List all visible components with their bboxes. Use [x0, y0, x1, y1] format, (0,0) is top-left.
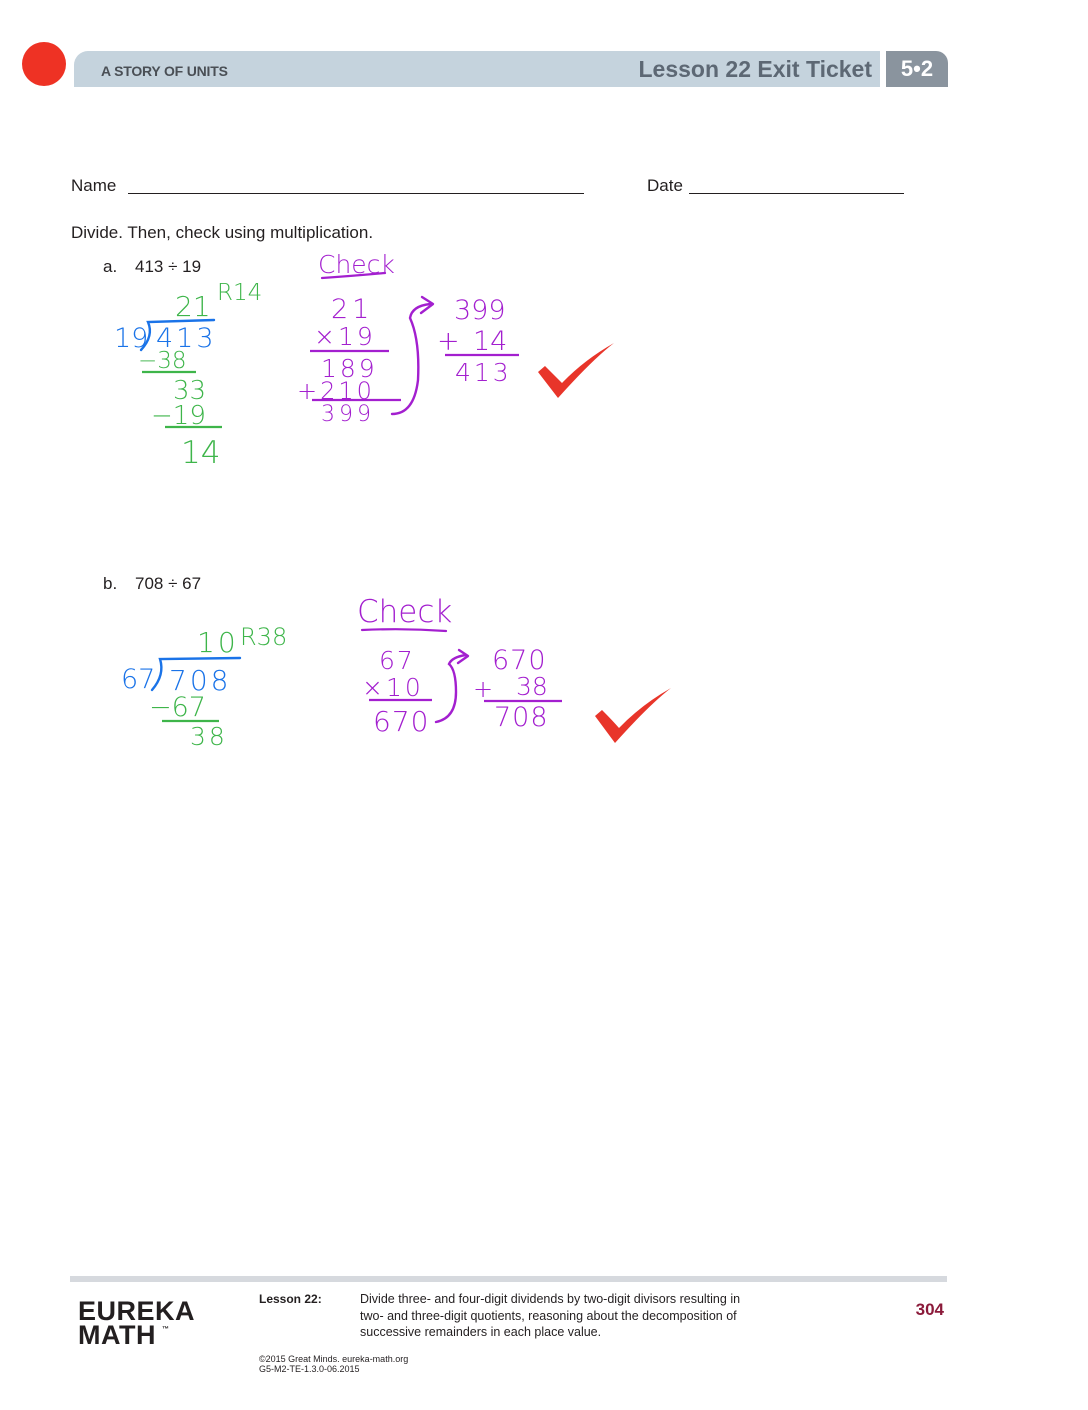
footer-description-line: successive remainders in each place value. — [360, 1325, 602, 1339]
b-mult-2: ×10 — [362, 673, 424, 702]
a-check-arrow — [392, 304, 430, 414]
b-add-2: 38 — [516, 672, 548, 701]
b-checkmark-icon — [595, 688, 671, 743]
problem-a-expression: 413 ÷ 19 — [135, 257, 202, 276]
b-step-1: −67 — [149, 692, 206, 723]
b-add-3: 708 — [494, 702, 549, 733]
b-add-op: + — [473, 675, 494, 703]
name-label: Name — [71, 176, 117, 195]
instructions: Divide. Then, check using multiplication. — [71, 223, 374, 242]
copyright-code: G5-M2-TE-1.3.0-06.2015 — [259, 1364, 360, 1374]
a-quotient: 21 — [175, 290, 211, 323]
a-step-2: 33 — [173, 376, 207, 406]
a-step-3: −19 — [151, 401, 206, 431]
footer-description — [360, 1291, 780, 1341]
a-check-label: Check — [318, 250, 395, 279]
logo-trademark: ™ — [162, 1326, 169, 1333]
a-checkmark-icon — [538, 343, 614, 398]
a-mult-3: 189 — [321, 354, 378, 383]
a-remainder: R14 — [217, 280, 263, 306]
b-dividend: 708 — [169, 664, 232, 697]
footer-description-line: two- and three-digit quotients, reasoning about the decomposition of — [360, 1308, 737, 1323]
a-dividend: 413 — [156, 323, 217, 354]
a-step-4: 14 — [181, 435, 221, 471]
b-check-label: Check — [357, 594, 453, 630]
a-mult-5: 399 — [321, 402, 375, 427]
lesson-title: Lesson 22 Exit Ticket — [638, 56, 872, 82]
footer-description-line: Divide three- and four-digit dividends by two-digit divisors resulting in — [360, 1292, 741, 1306]
a-add-1: 399 — [454, 295, 506, 326]
a-step-1: −38 — [138, 348, 187, 374]
date-label: Date — [647, 176, 683, 195]
copyright-line: ©2015 Great Minds. eureka-math.org — [259, 1354, 409, 1364]
problem-b-expression: 708 ÷ 67 — [135, 574, 202, 593]
b-step-2: 38 — [190, 722, 228, 751]
problem-b-letter: b. — [103, 574, 118, 593]
page-number: 304 — [915, 1300, 944, 1319]
b-check-underline — [362, 629, 446, 631]
copyright — [259, 1354, 408, 1374]
a-mult-1: 21 — [331, 294, 374, 325]
footer-rule — [70, 1276, 947, 1282]
a-mult-4: +210 — [297, 377, 375, 405]
series-title: A STORY OF UNITS — [101, 63, 228, 79]
b-mult-3: 670 — [373, 705, 430, 738]
a-add-3: 413 — [455, 358, 512, 387]
b-quotient: 10 — [197, 626, 239, 659]
a-add-2: 14 — [473, 326, 508, 357]
footer-lesson-label: Lesson 22: — [259, 1292, 322, 1306]
a-divisor: 19 — [114, 323, 149, 354]
b-remainder: R38 — [240, 623, 288, 651]
grade-module-badge: 5•2 — [886, 51, 948, 87]
a-add-op: + — [437, 326, 460, 357]
b-add-1: 670 — [492, 645, 547, 676]
logo-eureka: EUREKA — [78, 1296, 196, 1326]
a-mult-2: ×19 — [314, 322, 376, 351]
logo-math: MATH — [78, 1320, 156, 1350]
problem-a-letter: a. — [103, 257, 118, 276]
b-divisor: 67 — [121, 664, 156, 695]
b-mult-1: 67 — [379, 646, 415, 675]
b-check-arrow — [436, 655, 466, 722]
